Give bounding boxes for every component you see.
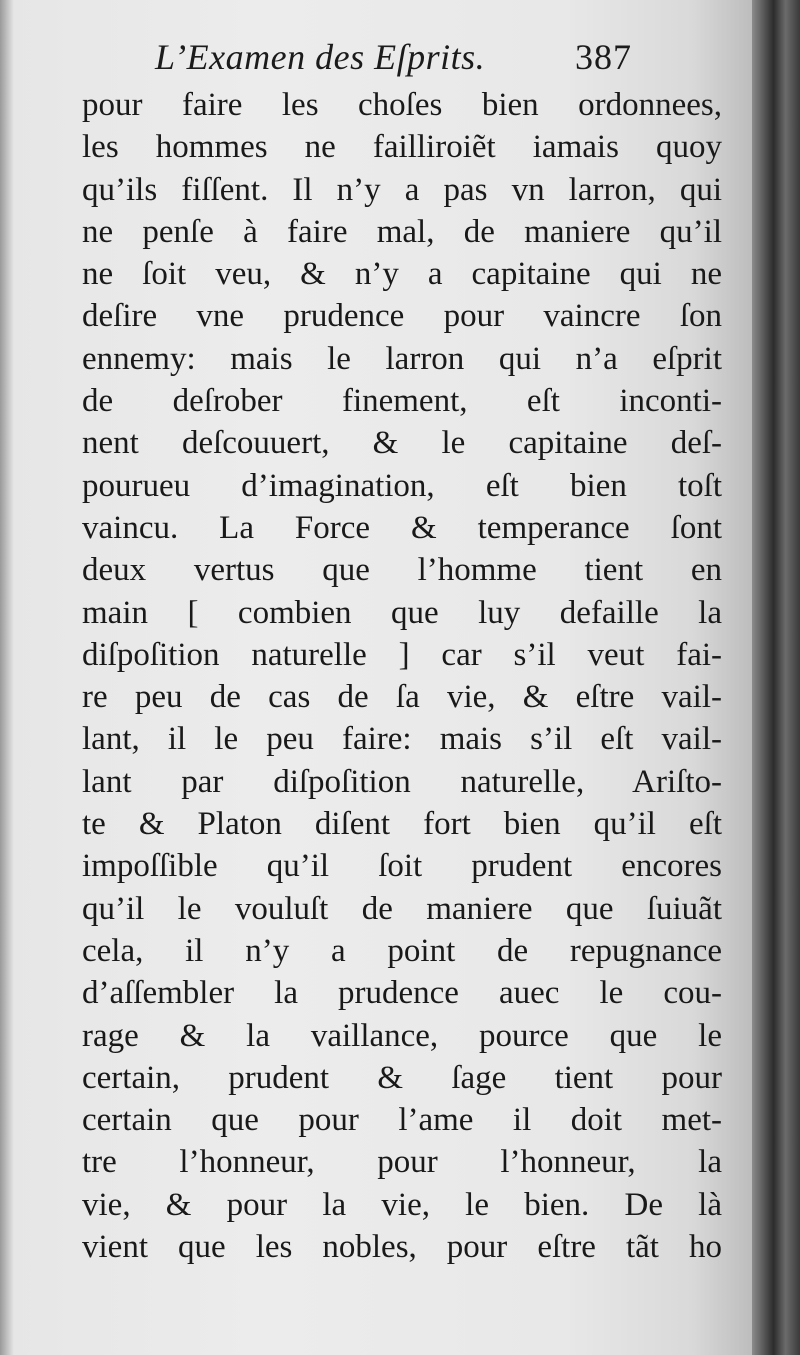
page-header [155,36,655,86]
text-line: lant, il le peu faire: mais s’il eſt vail- [82,721,722,758]
book-page-edges [752,0,800,1355]
text-line: certain, prudent & ſage tient pour [82,1059,722,1096]
text-line: impoſſible qu’il ſoit prudent encores [82,848,722,885]
text-line: pour faire les choſes bien ordonnees, [82,87,722,123]
text-line: main [ combien que luy defaille la [82,594,722,631]
text-line: vaincu. La Force & temperance ſont [82,509,722,546]
page-number: 387 [575,37,632,77]
text-line: certain que pour l’ame il doit met- [82,1102,722,1139]
text-line: deux vertus que l’homme tient en [82,552,722,589]
body-text [82,84,722,1268]
text-line: d’aſſembler la prudence auec le cou- [82,975,722,1012]
text-line: cela, il n’y a point de repugnance [82,932,722,969]
running-title: L’Examen des Eſprits. [155,37,486,77]
text-line: qu’ils fiſſent. Il n’y a pas vn larron, qui [82,171,722,208]
text-line: les hommes ne failliroiẽt iamais quoy [82,129,722,166]
text-line: de deſrober finement, eſt inconti- [82,383,722,420]
gutter-shadow [0,0,14,1355]
text-line: vient que les nobles, pour eſtre tãt ho [82,1229,722,1266]
text-line: re peu de cas de ſa vie, & eſtre vail- [82,679,722,716]
text-line: ne penſe à faire mal, de maniere qu’il [82,213,722,250]
text-line: rage & la vaillance, pource que le [82,1017,722,1054]
text-line: ennemy: mais le larron qui n’a eſprit [82,340,722,377]
text-line: deſire vne prudence pour vaincre ſon [82,298,722,335]
text-line: te & Platon diſent fort bien qu’il eſt [82,806,722,843]
text-line: tre l’honneur, pour l’honneur, la [82,1144,722,1181]
text-line: lant par diſpoſition naturelle, Ariſto- [82,763,722,800]
text-line: pourueu d’imagination, eſt bien toſt [82,467,722,504]
text-line: ne ſoit veu, & n’y a capitaine qui ne [82,256,722,293]
text-line: vie, & pour la vie, le bien. De là [82,1186,722,1223]
text-line: diſpoſition naturelle ] car s’il veut fai- [82,636,722,673]
text-line: nent deſcouuert, & le capitaine deſ- [82,425,722,462]
text-line: qu’il le vouluſt de maniere que ſuiuãt [82,890,722,927]
